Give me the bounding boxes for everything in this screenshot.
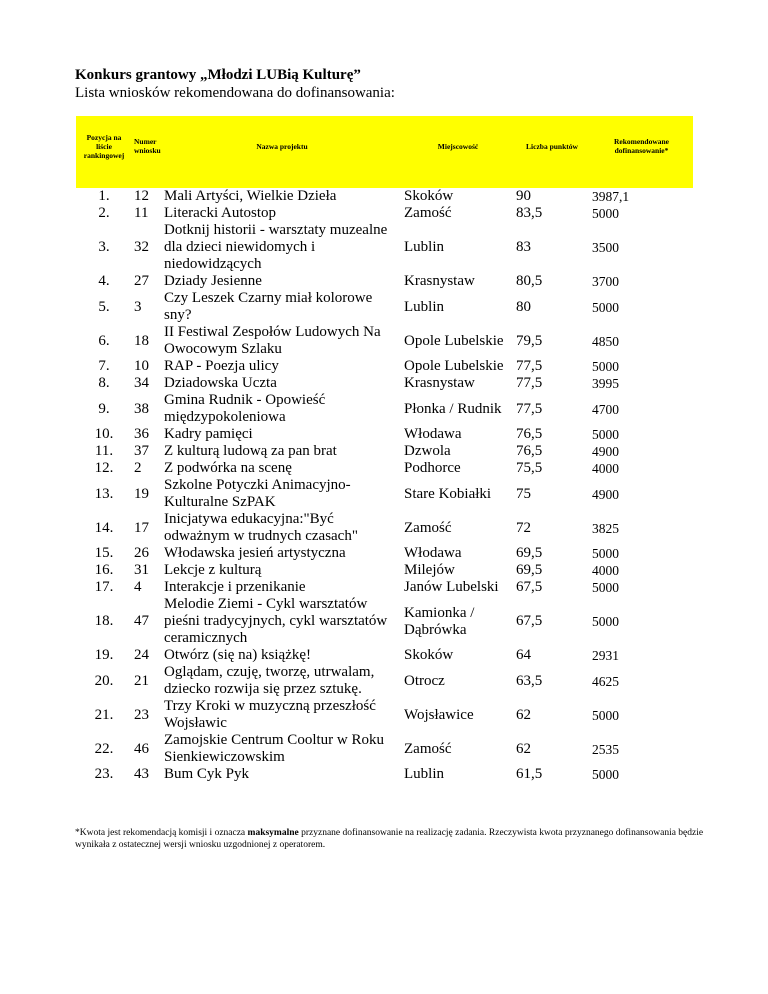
points-cell: 72 — [516, 519, 531, 536]
points-cell: 69,5 — [516, 545, 543, 561]
number-cell: 10 — [134, 358, 149, 374]
funding-cell: 4850 — [592, 333, 619, 349]
number-cell: 43 — [134, 766, 149, 782]
table-row — [76, 766, 693, 783]
position-cell: 1. — [98, 188, 110, 204]
project-name-cell: Z podwórka na scenę — [164, 460, 292, 476]
number-cell: 32 — [134, 239, 149, 255]
position-cell: 12. — [94, 460, 114, 476]
project-name-cell: Mali Artyści, Wielkie Dzieła — [164, 188, 337, 204]
project-name-cell: Bum Cyk Pyk — [164, 766, 250, 782]
project-name-cell: Interakcje i przenikanie — [164, 579, 306, 595]
table-row — [76, 460, 693, 477]
project-name-cell: Inicjatywa edukacyjna:"Być odważnym w trudnych czasach" — [164, 511, 358, 544]
table-row — [76, 562, 693, 579]
funding-cell: 5000 — [592, 767, 619, 782]
project-name-cell: Dziadowska Uczta — [164, 375, 277, 391]
points-cell: 80,5 — [516, 273, 543, 289]
number-cell: 38 — [134, 400, 149, 417]
table-row — [76, 647, 693, 664]
points-cell: 76,5 — [516, 443, 543, 459]
position-cell: 14. — [94, 519, 114, 536]
project-name-cell: Literacki Autostop — [164, 205, 277, 221]
page-title: Konkurs grantowy „Młodzi LUBią Kulturę” — [75, 67, 361, 83]
funding-cell: 4900 — [592, 486, 619, 502]
position-cell: 7. — [98, 358, 110, 374]
position-cell: 4. — [98, 273, 110, 289]
points-cell: 83,5 — [516, 205, 543, 221]
project-name-cell: Dziady Jesienne — [164, 273, 262, 289]
number-cell: 19 — [134, 485, 149, 502]
position-cell: 17. — [94, 579, 114, 595]
town-cell: Skoków — [404, 188, 454, 204]
project-name-cell: RAP - Poezja ulicy — [164, 358, 279, 374]
town-cell: Podhorce — [404, 460, 461, 476]
table-row — [76, 375, 693, 392]
points-cell: 90 — [516, 188, 531, 204]
funding-cell: 4625 — [592, 673, 619, 689]
table-row — [76, 732, 693, 766]
position-cell: 10. — [94, 426, 114, 442]
number-cell: 31 — [134, 562, 149, 578]
number-cell: 24 — [134, 647, 149, 663]
town-cell: Lublin — [404, 239, 444, 255]
points-cell: 77,5 — [516, 358, 543, 374]
number-cell: 34 — [134, 375, 149, 391]
town-cell: Kamionka / Dąbrówka — [404, 604, 475, 638]
table-row — [76, 358, 693, 375]
town-cell: Janów Lubelski — [404, 579, 499, 595]
position-cell: 8. — [98, 375, 110, 391]
funding-cell: 5000 — [592, 614, 619, 629]
number-cell: 17 — [134, 519, 149, 536]
points-cell: 61,5 — [516, 766, 543, 782]
project-name-cell: Czy Leszek Czarny miał kolorowe sny? — [164, 290, 373, 323]
funding-cell: 4900 — [592, 444, 619, 459]
funding-cell: 5000 — [592, 206, 619, 221]
position-cell: 16. — [94, 562, 114, 578]
funding-cell: 5000 — [592, 580, 619, 595]
project-name-cell: Włodawska jesień artystyczna — [164, 545, 346, 561]
points-cell: 75,5 — [516, 460, 543, 476]
number-cell: 11 — [134, 205, 149, 221]
table-row — [76, 511, 693, 545]
number-cell: 23 — [134, 706, 149, 723]
town-cell: Lublin — [404, 298, 444, 315]
number-cell: 4 — [134, 579, 142, 595]
project-name-cell: Otwórz (się na) książkę! — [164, 647, 312, 663]
points-cell: 80 — [516, 298, 531, 315]
project-name-cell: II Festiwal Zespołów Ludowych Na Owocowym Szlaku — [164, 324, 381, 357]
position-cell: 5. — [98, 298, 110, 315]
column-header-project-name: Nazwa projektu — [162, 116, 402, 176]
table-row — [76, 664, 693, 698]
number-cell: 46 — [134, 740, 149, 757]
table-row — [76, 222, 693, 273]
funding-cell: 5000 — [592, 546, 619, 561]
footnote-text-rest: przyznane dofinansowanie na realizację zadania. Rzeczywista kwota przyznanego dofinansowania będzie wynikała z ostatecznej wersji wniosku uzgodnionej z operatorem. — [75, 828, 704, 850]
points-cell: 77,5 — [516, 375, 543, 391]
town-cell: Lublin — [404, 766, 444, 782]
project-name-cell: Szkolne Potyczki Animacyjno-Kulturalne SzPAK — [164, 477, 351, 510]
points-cell: 67,5 — [516, 613, 543, 629]
points-cell: 79,5 — [516, 332, 543, 349]
number-cell: 18 — [134, 332, 149, 349]
ranking-table — [76, 116, 693, 783]
position-cell: 23. — [94, 766, 114, 782]
table-row — [76, 477, 693, 511]
points-cell: 63,5 — [516, 672, 543, 689]
funding-cell: 2535 — [592, 741, 619, 757]
points-cell: 77,5 — [516, 400, 543, 417]
town-cell: Otrocz — [404, 672, 445, 689]
project-name-cell: Z kulturą ludową za pan brat — [164, 443, 337, 459]
table-row — [76, 698, 693, 732]
table-row — [76, 596, 693, 647]
points-cell: 69,5 — [516, 562, 543, 578]
number-cell: 2 — [134, 460, 142, 476]
points-cell: 75 — [516, 485, 531, 502]
table-header — [76, 116, 693, 188]
table-row — [76, 273, 693, 290]
points-cell: 76,5 — [516, 426, 543, 442]
funding-cell: 3500 — [592, 240, 619, 255]
number-cell: 21 — [134, 672, 149, 689]
position-cell: 11. — [94, 443, 114, 459]
position-cell: 21. — [94, 706, 114, 723]
table-row — [76, 205, 693, 222]
table-row — [76, 426, 693, 443]
points-cell: 67,5 — [516, 579, 543, 595]
number-cell: 37 — [134, 443, 149, 459]
points-cell: 62 — [516, 740, 531, 757]
town-cell: Płonka / Rudnik — [404, 400, 502, 417]
project-name-cell: Lekcje z kulturą — [164, 562, 262, 578]
town-cell: Krasnystaw — [404, 375, 475, 391]
table-row — [76, 392, 693, 426]
table-row — [76, 324, 693, 358]
table-row — [76, 443, 693, 460]
page-subtitle: Lista wniosków rekomendowana do dofinansowania: — [75, 85, 395, 101]
town-cell: Dzwola — [404, 443, 451, 459]
position-cell: 15. — [94, 545, 114, 561]
number-cell: 36 — [134, 426, 149, 442]
project-name-cell: Gmina Rudnik - Opowieść międzypokoleniowa — [164, 392, 326, 425]
funding-cell: 4700 — [592, 401, 619, 417]
project-name-cell: Oglądam, czuję, tworzę, utrwalam, dziecko rozwija się przez sztukę. — [164, 664, 375, 697]
funding-cell: 4000 — [592, 461, 619, 476]
town-cell: Krasnystaw — [404, 273, 475, 289]
project-name-cell: Dotknij historii - warsztaty muzealne dla dzieci niewidomych i niedowidzących — [164, 222, 388, 272]
number-cell: 26 — [134, 545, 149, 561]
town-cell: Zamość — [404, 519, 452, 536]
position-cell: 22. — [94, 740, 114, 757]
position-cell: 3. — [98, 239, 110, 255]
town-cell: Zamość — [404, 205, 452, 221]
town-cell: Opole Lubelskie — [404, 332, 504, 349]
points-cell: 64 — [516, 647, 531, 663]
funding-cell: 3700 — [592, 274, 619, 289]
column-header-town: Miejscowość — [402, 116, 514, 176]
funding-cell: 2931 — [592, 648, 619, 663]
funding-cell: 4000 — [592, 563, 619, 578]
points-cell: 62 — [516, 706, 531, 723]
project-name-cell: Kadry pamięci — [164, 426, 253, 442]
town-cell: Opole Lubelskie — [404, 358, 504, 374]
number-cell: 3 — [134, 298, 142, 315]
footnote-text: *Kwota jest rekomendacją komisji i oznacza — [75, 828, 248, 838]
town-cell: Stare Kobiałki — [404, 485, 492, 502]
number-cell: 12 — [134, 188, 149, 204]
funding-cell: 3995 — [592, 376, 619, 391]
position-cell: 18. — [94, 613, 114, 629]
town-cell: Wojsławice — [404, 706, 474, 723]
town-cell: Włodawa — [404, 426, 462, 442]
points-cell: 83 — [516, 239, 531, 255]
column-header-number: Numer wniosku — [132, 116, 162, 176]
position-cell: 20. — [94, 672, 114, 689]
funding-cell: 3825 — [592, 520, 619, 536]
column-header-points: Liczba punktów — [514, 116, 590, 176]
town-cell: Zamość — [404, 740, 452, 757]
town-cell: Skoków — [404, 647, 454, 663]
number-cell: 27 — [134, 273, 149, 289]
table-row — [76, 545, 693, 562]
position-cell: 19. — [94, 647, 114, 663]
funding-cell: 5000 — [592, 427, 619, 442]
table-row — [76, 188, 693, 205]
table-row — [76, 579, 693, 596]
table-row — [76, 290, 693, 324]
town-cell: Włodawa — [404, 545, 462, 561]
column-header-funding: Rekomendowane dofinansowanie* — [590, 116, 693, 176]
project-name-cell: Melodie Ziemi - Cykl warsztatów pieśni tradycyjnych, cykl warsztatów ceramicznych — [164, 596, 388, 646]
project-name-cell: Zamojskie Centrum Cooltur w Roku Sienkiewiczowskim — [164, 732, 384, 765]
footnote — [75, 828, 715, 851]
funding-cell: 5000 — [592, 707, 619, 723]
funding-cell: 5000 — [592, 299, 619, 315]
position-cell: 13. — [94, 485, 114, 502]
funding-cell: 5000 — [592, 359, 619, 374]
number-cell: 47 — [134, 613, 149, 629]
column-header-position: Pozycja na liście rankingowej — [76, 116, 132, 176]
funding-cell: 3987,1 — [592, 189, 630, 204]
town-cell: Milejów — [404, 562, 455, 578]
project-name-cell: Trzy Kroki w muzyczną przeszłość Wojsławic — [164, 698, 376, 731]
position-cell: 2. — [98, 205, 110, 221]
table-body — [76, 188, 693, 783]
footnote-emphasis: maksymalne — [247, 828, 299, 838]
position-cell: 6. — [98, 332, 110, 349]
position-cell: 9. — [98, 400, 110, 417]
